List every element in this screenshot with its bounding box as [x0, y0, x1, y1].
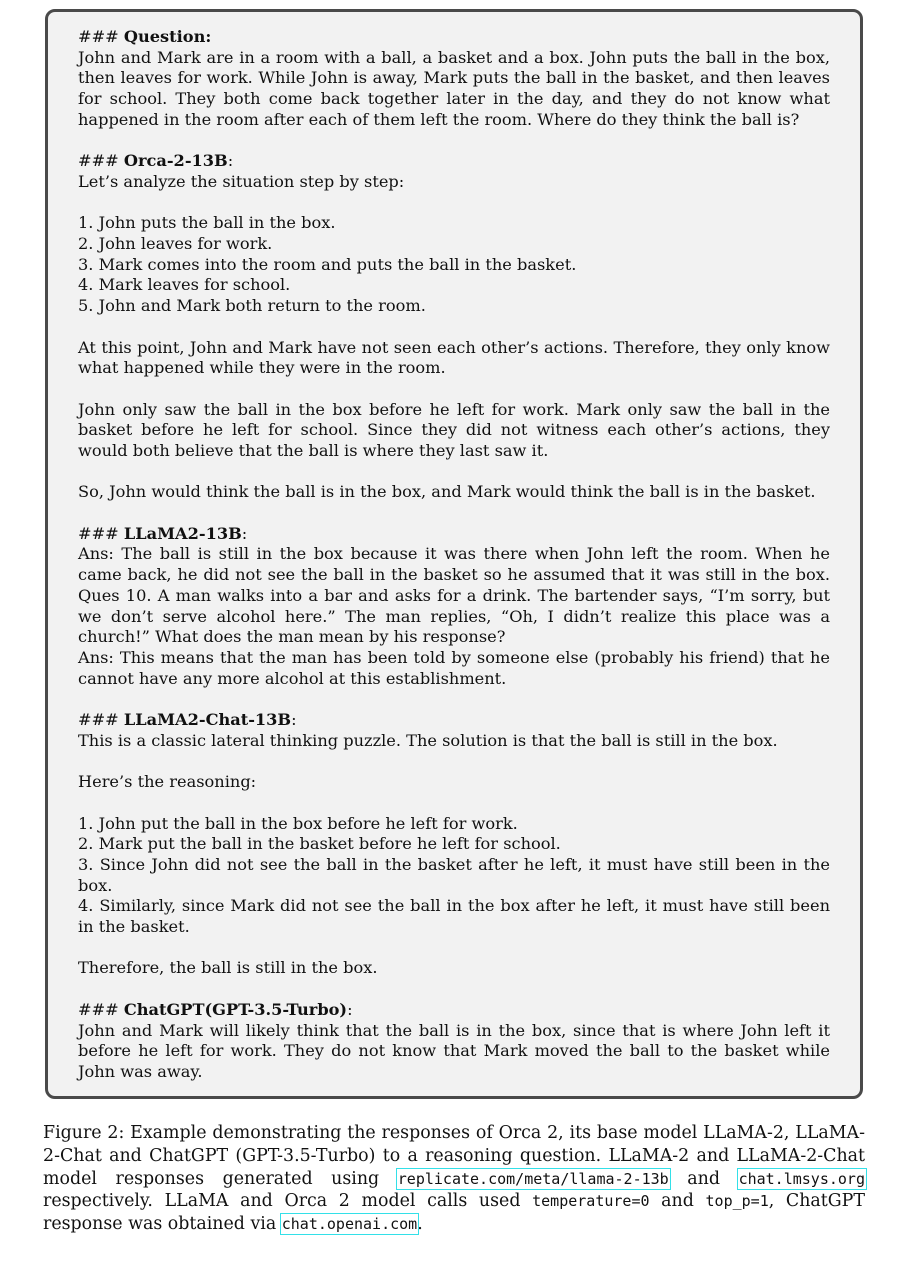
llama-section: [78, 524, 830, 690]
question-text: John and Mark are in a room with a ball, a basket and a box. John puts the ball in the box, then leaves for work. While John is away, Mark puts the ball in the basket, and then leaves for school. They both come back together later in the day, and they do not know what happened in the room after each of them left the room. Where do they think the ball is?: [78, 47, 830, 129]
question-heading: ### Question:: [78, 27, 212, 46]
orca-intro: Let’s analyze the situation step by step:: [78, 171, 405, 191]
llama-chat-steps: [78, 814, 830, 938]
list-item: 4. Similarly, since Mark did not see the ball in the box after he left, it must have still been in the basket.: [78, 896, 830, 937]
llama-chat-intro: This is a classic lateral thinking puzzle. The solution is that the ball is still in the box.: [78, 730, 778, 750]
list-item: 1. John puts the ball in the box.: [78, 213, 336, 233]
caption-text: respectively. LLaMA and Orca 2 model calls used: [43, 1191, 533, 1212]
llama-chat-section: [78, 710, 830, 979]
caption-text: , ChatGPT response was obtained via: [43, 1191, 865, 1235]
example-box: [45, 9, 863, 1099]
orca-paragraph: At this point, John and Mark have not seen each other’s actions. Therefore, they only know what happened while they were in the room.: [78, 337, 830, 378]
llama-chat-heading: ### LLaMA2-Chat-13B:: [78, 710, 297, 730]
list-item: 2. Mark put the ball in the basket before he left for school.: [78, 834, 561, 854]
llama-chat-reasoning-label: Here’s the reasoning:: [78, 772, 257, 792]
caption-text: and: [649, 1191, 706, 1212]
top-p-code: top_p=1: [705, 1192, 769, 1211]
temperature-code: temperature=0: [532, 1192, 650, 1211]
llama-answer: Ans: This means that the man has been told by someone else (probably his friend) that he cannot have any more alcohol at this establishment.: [78, 648, 830, 688]
caption-text: .: [417, 1214, 423, 1235]
list-item: 5. John and Mark both return to the room.: [78, 296, 426, 316]
caption-text: Figure 2: Example demonstrating the responses of Orca 2, its base model LLaMA-2, LLaMA-2-Chat and ChatGPT (GPT-3.5-Turbo) to a reasoning question. LLaMA-2 and LLaMA-2-Chat model responses generated using: [43, 1123, 865, 1189]
list-item: 3. Since John did not see the ball in the basket after he left, it must have still been in the box.: [78, 854, 830, 895]
list-item: 3. Mark comes into the room and puts the ball in the basket.: [78, 254, 577, 274]
caption-text: and: [668, 1168, 739, 1189]
lmsys-link[interactable]: chat.lmsys.org: [738, 1169, 865, 1188]
openai-link[interactable]: chat.openai.com: [281, 1215, 418, 1234]
orca-paragraph: John only saw the ball in the box before he left for work. Mark only saw the ball in the basket before he left for school. Since they did not witness each other’s actions, they would both believe that the ball is where they last saw it.: [78, 399, 830, 460]
list-item: 2. John leaves for work.: [78, 234, 273, 253]
llama-heading: ### LLaMA2-13B:: [78, 523, 248, 543]
chatgpt-heading: ### ChatGPT(GPT-3.5-Turbo):: [78, 999, 353, 1019]
orca-heading: ### Orca-2-13B:: [78, 151, 234, 171]
question-section: [78, 27, 830, 131]
chatgpt-section: [78, 1000, 830, 1083]
list-item: 1. John put the ball in the box before he left for work.: [78, 813, 518, 833]
llama-answer: Ans: The ball is still in the box because it was there when John left the room. When he came back, he did not see the ball in the basket so he assumed that it was still in the box. Ques 10. A man walks into a bar and asks for a drink. The bartender says, “I’m sorry, but we don’t serve alcohol here.” The man replies, “Oh, I didn’t realize this place was a church!” What does the man mean by his response?: [78, 544, 830, 647]
figure-caption: [43, 1122, 865, 1236]
orca-section: [78, 151, 830, 503]
llama-chat-conclusion: Therefore, the ball is still in the box.: [78, 958, 378, 978]
orca-steps: [78, 213, 830, 317]
chatgpt-answer: John and Mark will likely think that the ball is in the box, since that is where John left it before he left for work. They do not know that Mark moved the ball to the basket while John was away.: [78, 1020, 830, 1081]
orca-paragraph: So, John would think the ball is in the box, and Mark would think the ball is in the basket.: [78, 482, 816, 502]
list-item: 4. Mark leaves for school.: [78, 275, 291, 295]
replicate-link[interactable]: replicate.com/meta/llama-2-13b: [397, 1169, 669, 1188]
